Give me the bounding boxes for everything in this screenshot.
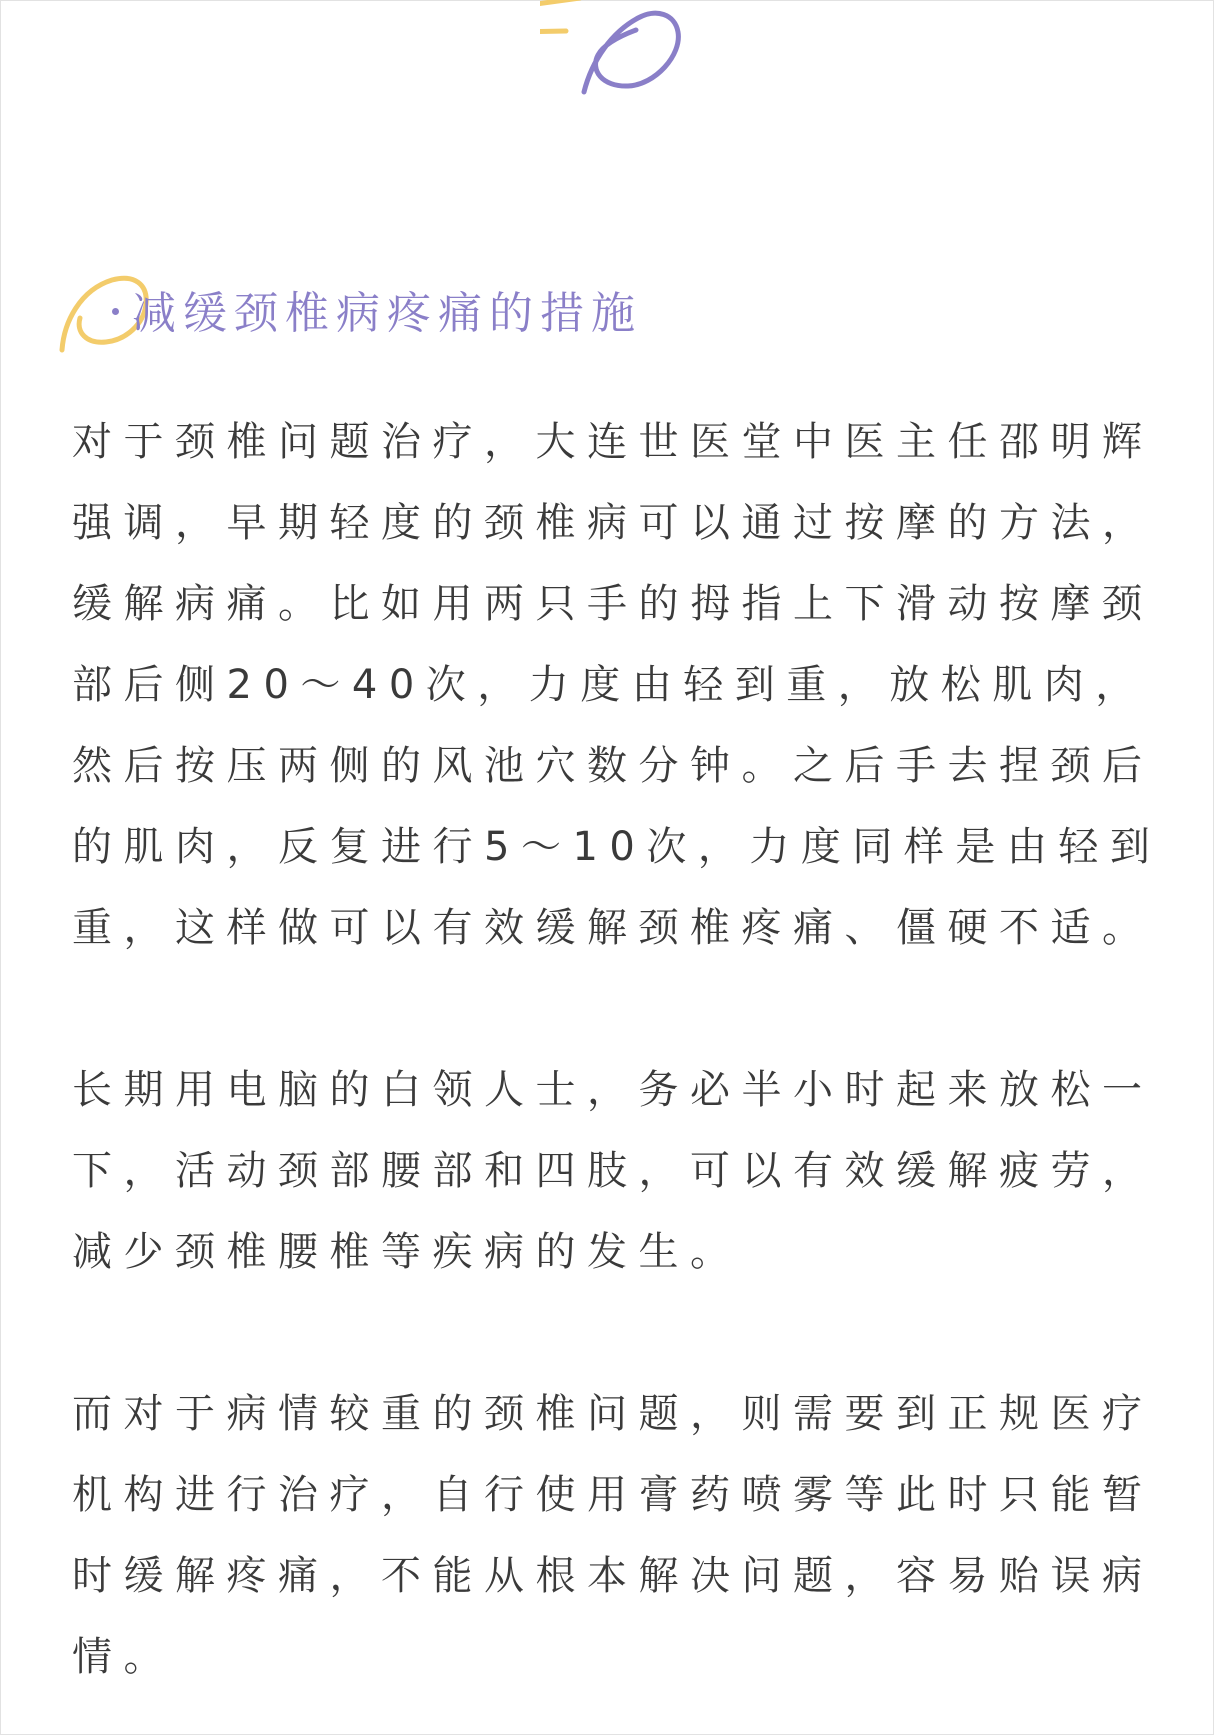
text-line: 情。 xyxy=(72,1634,175,1680)
heading-title: 减缓颈椎病疼痛的措施 xyxy=(132,288,642,339)
paragraph-severe-cases xyxy=(72,1374,1168,1698)
text-line: 机构进行治疗，自行使用膏药喷雾等此时只能暂 xyxy=(72,1472,1154,1518)
text-line: 的肌肉，反复进行5～10次，力度同样是由轻到 xyxy=(72,824,1162,870)
text-line: 部后侧20～40次，力度由轻到重，放松肌肉， xyxy=(72,662,1147,708)
text-line: 对于颈椎问题治疗，大连世医堂中医主任邵明辉 xyxy=(72,419,1154,465)
bullet-dot-icon xyxy=(112,308,119,315)
text-line: 强调，早期轻度的颈椎病可以通过按摩的方法， xyxy=(72,500,1154,546)
text-line: 下，活动颈部腰部和四肢，可以有效缓解疲劳， xyxy=(72,1148,1154,1194)
text-line: 长期用电脑的白领人士，务必半小时起来放松一 xyxy=(72,1067,1154,1113)
text-line: 然后按压两侧的风池穴数分钟。之后手去捏颈后 xyxy=(72,743,1154,789)
swirl-decoration-icon xyxy=(540,0,700,100)
text-line: 时缓解疼痛，不能从根本解决问题，容易贻误病 xyxy=(72,1553,1154,1599)
text-line: 重，这样做可以有效缓解颈椎疼痛、僵硬不适。 xyxy=(72,905,1154,951)
text-line: 而对于病情较重的颈椎问题，则需要到正规医疗 xyxy=(72,1391,1154,1437)
section-heading xyxy=(50,262,850,362)
text-line: 减少颈椎腰椎等疾病的发生。 xyxy=(72,1229,742,1275)
paragraph-office-workers xyxy=(72,1050,1168,1293)
paragraph-massage xyxy=(72,402,1168,969)
text-line: 缓解病痛。比如用两只手的拇指上下滑动按摩颈 xyxy=(72,581,1154,627)
